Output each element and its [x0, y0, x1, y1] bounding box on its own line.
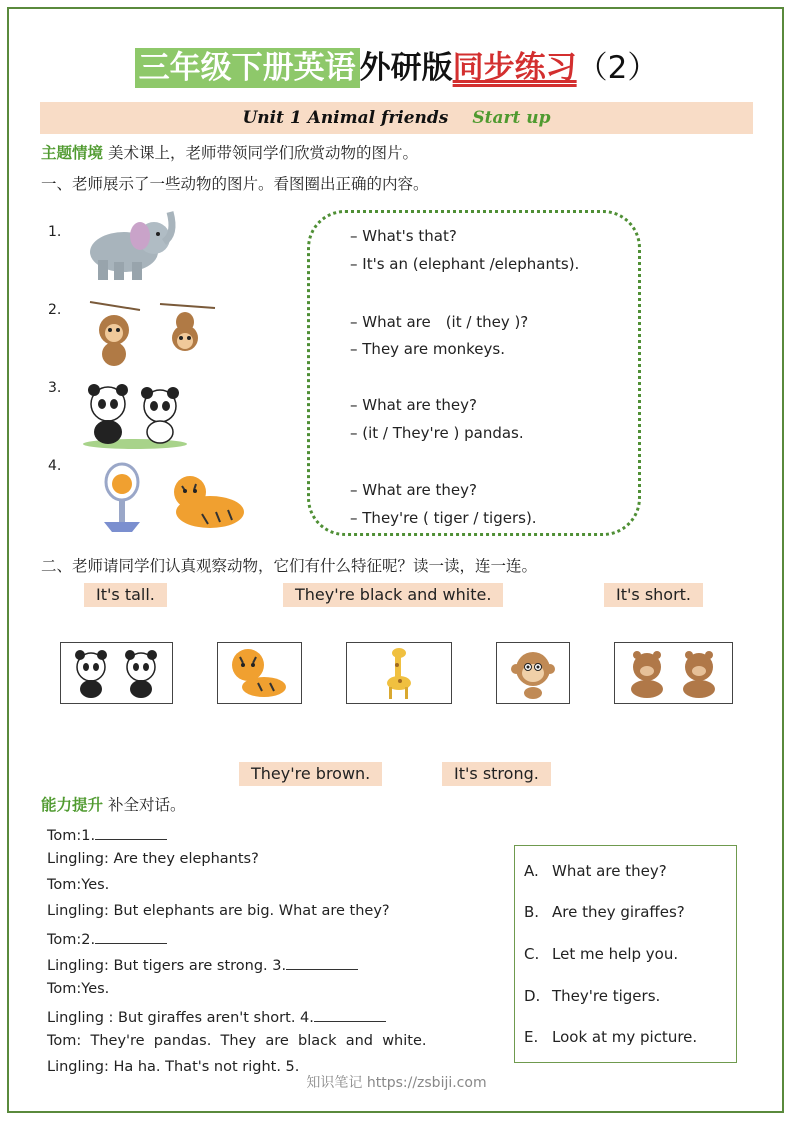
- card-tiger: [217, 642, 302, 704]
- answer-blank[interactable]: [95, 825, 167, 840]
- dialog-line: – It's an (elephant /elephants).: [350, 255, 580, 273]
- pandas-icon: [61, 643, 171, 701]
- dialogue-line: Lingling: Ha ha. That's not right. 5.: [47, 1059, 300, 1075]
- option-letter: B.: [524, 903, 540, 921]
- match-tag-tall: It's tall.: [84, 583, 167, 607]
- dialog-line: – They're ( tiger / tigers).: [350, 509, 537, 527]
- option-d: [524, 987, 660, 1005]
- line-text: Lingling: But tigers are strong. 3.: [47, 958, 287, 974]
- dialog-line: – What's that?: [350, 227, 457, 245]
- option-text: Are they giraffes?: [552, 903, 685, 921]
- card-pandas: [60, 642, 173, 704]
- match-tag-strong: It's strong.: [442, 762, 551, 786]
- tigers-picture: [92, 460, 254, 538]
- dialogue-line: Tom:Yes.: [47, 981, 110, 997]
- monkey-icon: [497, 643, 569, 701]
- dialogue-line: Tom:Yes.: [47, 877, 110, 893]
- dialogue-line: [47, 955, 358, 974]
- option-text: Let me help you.: [552, 945, 679, 963]
- title-practice: 同步练习: [452, 50, 577, 86]
- dialog-line: – They are monkeys.: [350, 340, 505, 358]
- title-number: （2）: [576, 50, 659, 86]
- elephant-picture: [82, 204, 182, 282]
- section3-text: 补全对话。: [107, 796, 186, 814]
- monkeys-picture: [80, 292, 220, 370]
- item-number: 4.: [48, 458, 62, 474]
- dialogue-line: Lingling: Are they elephants?: [47, 851, 259, 867]
- dialogue-line: [47, 1007, 386, 1026]
- theme-line: [41, 141, 418, 163]
- card-giraffe: [346, 642, 452, 704]
- section3-heading: [41, 793, 185, 815]
- unit-banner: [40, 102, 753, 134]
- match-tag-black-white: They're black and white.: [283, 583, 503, 607]
- match-tag-brown: They're brown.: [239, 762, 382, 786]
- footer-watermark: 知识笔记 https://zsbiji.com: [306, 1075, 487, 1091]
- unit-name: Unit 1 Animal friends: [242, 108, 449, 128]
- line-text: Tom:1.: [47, 828, 96, 844]
- option-letter: A.: [524, 862, 539, 880]
- match-tag-short: It's short.: [604, 583, 703, 607]
- option-c: [524, 945, 678, 963]
- option-letter: D.: [524, 987, 541, 1005]
- bears-icon: [615, 643, 731, 701]
- dialogue-line: [47, 929, 167, 948]
- item-number: 3.: [48, 380, 62, 396]
- section1-heading: 一、老师展示了一些动物的图片。看图圈出正确的内容。: [41, 175, 429, 193]
- theme-label: 主题情境: [41, 144, 104, 162]
- title-publisher: 外研版: [359, 50, 453, 86]
- section2-heading: 二、老师请同学们认真观察动物，它们有什么特征呢？读一读，连一连。: [41, 557, 538, 575]
- item-number: 1.: [48, 224, 62, 240]
- option-text: They're tigers.: [552, 987, 661, 1005]
- line-text: Lingling : But giraffes aren't short. 4.: [47, 1010, 314, 1026]
- card-monkey: [496, 642, 570, 704]
- option-b: [524, 903, 685, 921]
- option-letter: C.: [524, 945, 540, 963]
- dialog-line: – What are they?: [350, 481, 477, 499]
- dialog-line: – What are they?: [350, 396, 477, 414]
- tiger-icon: [218, 643, 300, 701]
- option-text: What are they?: [552, 862, 667, 880]
- option-letter: E.: [524, 1028, 539, 1046]
- line-text: Tom:2.: [47, 932, 96, 948]
- dialogue-line: Lingling: But elephants are big. What are they?: [47, 903, 390, 919]
- giraffe-icon: [347, 643, 449, 701]
- title-grade: 三年级下册英语: [135, 48, 360, 88]
- dialogue-line: [47, 825, 167, 844]
- unit-sub: Start up: [472, 108, 551, 128]
- item-number: 2.: [48, 302, 62, 318]
- theme-text: 美术课上，老师带领同学们欣赏动物的图片。: [107, 144, 418, 162]
- dialog-line: – (it / They're ) pandas.: [350, 424, 524, 442]
- page-title: [0, 42, 793, 87]
- option-text: Look at my picture.: [552, 1028, 698, 1046]
- dialog-line: – What are (it / they )?: [350, 313, 529, 331]
- dialogue-line: Tom: They're pandas. They are black and white.: [47, 1033, 427, 1049]
- option-a: [524, 862, 667, 880]
- card-bears: [614, 642, 733, 704]
- section3-label: 能力提升: [41, 796, 104, 814]
- answer-blank[interactable]: [314, 1007, 386, 1022]
- pandas-picture: [80, 378, 190, 450]
- option-e: [524, 1028, 697, 1046]
- answer-blank[interactable]: [95, 929, 167, 944]
- answer-blank[interactable]: [286, 955, 358, 970]
